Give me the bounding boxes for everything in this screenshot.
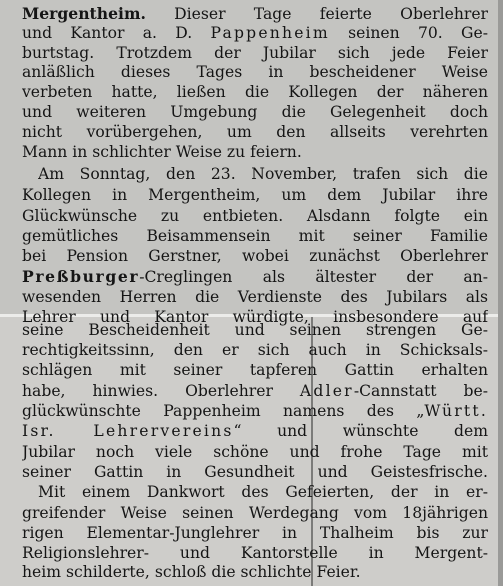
article-text-segment: Pappenheim <box>210 24 330 42</box>
article-line <box>22 3 488 24</box>
article-text-segment: gemütliches Beisammensein mit seiner Familie <box>22 227 488 245</box>
article-line <box>22 266 488 287</box>
article-line <box>22 62 488 83</box>
article-text-segment: habe, hinwies. Oberlehrer <box>22 382 300 400</box>
article-line <box>22 401 488 422</box>
article-text-segment: schlägen mit seiner tapferen Gattin erhalten <box>22 361 488 379</box>
article-text-segment: Am Sonntag, den 23. November, trafen sich die <box>38 165 488 183</box>
article-heading: Mergentheim. <box>22 4 146 23</box>
article-line <box>22 23 488 44</box>
article-line <box>22 185 488 206</box>
article-text-segment: “ und wünschte dem <box>233 422 488 440</box>
article-line <box>22 82 488 103</box>
article-text-segment: -Creglingen als ältester der an- <box>139 268 488 286</box>
article-text-segment: Adler <box>299 382 354 400</box>
article-text-segment: rechtigkeitssinn, den er sich auch in Schicksals- <box>22 341 488 359</box>
article-line <box>22 462 488 483</box>
article-text-segment: verbeten hatte, ließen die Kollegen der näheren <box>22 83 488 101</box>
article-text-segment: bei Pension Gerstner, wobei zunächst Oberlehrer <box>22 247 488 265</box>
article-text-segment: Lehrer und Kantor würdigte, insbesondere auf <box>22 308 488 326</box>
article-text-segment: heim schilderte, schloß die schlichte Feier. <box>22 563 361 581</box>
article-text-segment: seiner Gattin in Gesundheit und Geistesfrische. <box>22 463 488 481</box>
article-text-segment: -Cannstatt be- <box>353 382 488 400</box>
article-line <box>38 482 488 503</box>
article-line <box>22 523 488 544</box>
article-text-segment: und Kantor a. D. <box>22 24 211 42</box>
article-text-segment: wesenden Herren die Verdienste des Jubilars als <box>22 288 488 306</box>
article-line <box>22 287 488 308</box>
article-text-segment: und weiteren Umgebung die Gelegenheit doch <box>22 103 488 121</box>
article-text-segment: Kollegen in Mergentheim, um dem Jubilar ihre <box>22 186 488 204</box>
article-text-segment: seine Bescheidenheit und seinen strengen Ge- <box>22 321 488 339</box>
article-text-segment: seinen 70. Ge- <box>329 24 488 42</box>
article-text-segment: Religionslehrer- und Kantorstelle in Mergent- <box>22 544 488 562</box>
article-line <box>22 360 488 381</box>
article-line <box>22 562 361 583</box>
article-text-segment: rigen Elementar-Junglehrer in Thalheim bis zur <box>22 524 488 542</box>
article-line <box>22 102 488 123</box>
article-line <box>22 421 488 442</box>
article-line <box>22 43 488 64</box>
article-text-segment: glückwünschte Pappenheim namens des „ <box>22 402 425 420</box>
article-text-segment: nicht vorübergehen, um den allseits verehrten <box>22 123 488 141</box>
article-line <box>22 442 488 463</box>
article-line <box>22 543 488 564</box>
article-line <box>22 340 488 361</box>
article-text-segment: Preßburger <box>22 267 140 286</box>
article-line <box>22 246 488 267</box>
article-line <box>22 381 488 402</box>
article-text-segment: Württ. <box>424 402 488 420</box>
article-line <box>22 142 302 163</box>
article-text-segment: greifender Weise seinen Werdegang vom 18jährigen <box>22 504 488 522</box>
article-line <box>38 164 488 185</box>
article-text-segment: anläßlich dieses Tages in bescheidener Weise <box>22 63 488 81</box>
article-text-segment: Mann in schlichter Weise zu feiern. <box>22 143 302 161</box>
article-text-segment: Isr. Lehrervereins <box>22 422 234 440</box>
clipping-edge <box>498 0 503 586</box>
article-line <box>22 206 488 227</box>
article-line <box>22 320 488 341</box>
article-line <box>22 503 488 524</box>
article-text-segment: Jubilar noch viele schöne und frohe Tage mit <box>22 443 488 461</box>
article-text-segment: Glückwünsche zu entbieten. Alsdann folgte ein <box>22 207 488 225</box>
article-line <box>22 226 488 247</box>
article-text-segment: burtstag. Trotzdem der Jubilar sich jede Feier <box>22 44 488 62</box>
article-text-segment: Dieser Tage feierte Oberlehrer <box>145 5 488 23</box>
article-text-segment: Mit einem Dankwort des Gefeierten, der in er- <box>38 483 488 501</box>
article-line <box>22 122 488 143</box>
